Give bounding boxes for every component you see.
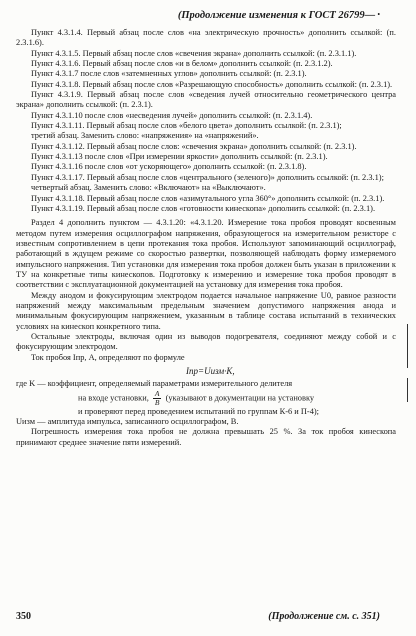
paragraph: Пункт 4.3.1.7 после слов «затемненных углов» дополнить ссылкой: (п. 2.3.1).	[31, 69, 307, 79]
paragraph: четвертый абзац. Заменить слово: «Включают» на «Выключают».	[31, 183, 266, 193]
paragraph: Между анодом и фокусирующим электродом подается начальное напряжение U0, равное разности напряжений между максимальным предельным значением допустимого напряжения анода и минимальным фокусирующим напряжением, указанным в таблице состава испытаний в технических условиях на кинескоп конкретного типа.	[16, 290, 396, 331]
page-number: 350	[16, 611, 31, 622]
paragraph: Пункт 4.3.1.4. Первый абзац после слов «на электрическую прочность» дополнить ссылкой: (п. 2.3.1.6).	[16, 28, 396, 48]
paragraph: Ток пробоя Iпр, А, определяют по формуле	[31, 352, 185, 362]
header-title: (Продолжение изменения к ГОСТ 26799—	[177, 10, 376, 21]
legend-text: (указывают в документации на установку	[165, 393, 315, 403]
fraction-denominator: B	[154, 397, 160, 407]
paragraph: Пункт 4.3.1.8. Первый абзац после слов «Разрешающую способность» дополнить ссылкой: (п. 2.3.1).	[31, 79, 393, 89]
legend-text: на входе установки,	[78, 393, 149, 403]
paragraph: Пункт 4.3.1.13 после слов «При измерении яркости» дополнить ссылкой: (п. 2.3.1).	[31, 152, 328, 162]
paragraph: Пункт 4.3.1.9. Первый абзац после слов «сведения лучей относительно геометрического центра экрана» дополнить ссылкой: (п. 2.3.1).	[16, 90, 396, 110]
paragraph: Пункт 4.3.1.19. Первый абзац после слов «готовности кинескопа» дополнить ссылкой: (п. 2.3.1).	[31, 203, 376, 213]
header-mark: •	[377, 10, 380, 19]
paragraph: Пункт 4.3.1.16 после слов «от ускоряющего» дополнить ссылкой: (п. 2.3.1.8).	[31, 162, 307, 172]
revision-bar	[407, 324, 409, 368]
paragraph: третий абзац. Заменить слово: «напряжения» на «напряжений».	[31, 131, 259, 141]
paragraph: Пункт 4.3.1.6. Первый абзац после слов «и в белом» дополнить ссылкой: (п. 2.3.1.2).	[31, 59, 333, 69]
paragraph: Пункт 4.3.1.11. Первый абзац после слов «белого цвета» дополнить ссылкой: (п. 2.3.1);	[31, 121, 342, 131]
paragraph: Пункт 4.3.1.12. Первый абзац после слов: «свечения экрана» дополнить ссылкой: (п. 2.3.1).	[31, 141, 357, 151]
paragraph: Раздел 4 дополнить пунктом — 4.3.1.20: «4.3.1.20. Измерение тока пробоя проводят косвенным методом путем измерения осциллографом напряжения, образующегося на измерительном резисторе с известным сопротивлением в цепи протекания тока пробоя. Используют запоминающий осциллограф, работающий в ждущем режиме со скоростью развертки, позволяющей наблюдать форму измеряемого импульсного напряжения. Тип установки для измерения тока пробоя должен быть указан в приложении к ТУ на конкретные типы кинескопов. Подготовку к измерению и измерение тока пробоя проводят в соответствии с эксплуатационной документацией на установку для измерения тока пробоя.	[16, 218, 396, 290]
fraction	[153, 390, 162, 407]
revision-bar	[407, 378, 409, 402]
document-body	[16, 28, 396, 448]
paragraph: Пункт 4.3.1.10 после слов «несведения лучей» дополнить ссылкой: (п. 2.3.1.4).	[31, 110, 313, 120]
fraction-numerator: A	[154, 388, 160, 398]
legend-line: где K — коэффициент, определяемый параметрами измерительного делителя	[16, 379, 293, 389]
legend-line: и проверяют перед проведением испытаний по группам К-6 и П-4);	[78, 406, 320, 416]
formula-legend	[16, 379, 396, 417]
legend-line	[16, 390, 396, 407]
continuation-note: (Продолжение см. с. 351)	[268, 611, 380, 622]
paragraph: Uизм — амплитуда импульса, записанного осциллографом, В.	[16, 417, 239, 427]
page-header	[178, 10, 380, 21]
paragraph: Остальные электроды, включая один из выводов подогревателя, соединяют между собой и с фокусирующим электродом.	[16, 331, 396, 352]
paragraph: Погрешность измерения тока пробоя не должна превышать 25 %. За ток пробоя кинескопа принимают среднее значение пяти измерений.	[16, 427, 396, 447]
paragraph: Пункт 4.3.1.5. Первый абзац после слов «свечения экрана» дополнить ссылкой: (п. 2.3.1.1).	[31, 48, 357, 58]
paragraph: Пункт 4.3.1.17. Первый абзац после слов «центрального (зеленого)» дополнить ссылкой: (п. 2.3.1);	[31, 172, 384, 182]
formula: Iпр=Uизм·K,	[186, 366, 235, 376]
paragraph: Пункт 4.3.1.18. Первый абзац после слов «азимутального угла 360°» дополнить ссылкой: (п. 2.3.1).	[31, 193, 385, 203]
